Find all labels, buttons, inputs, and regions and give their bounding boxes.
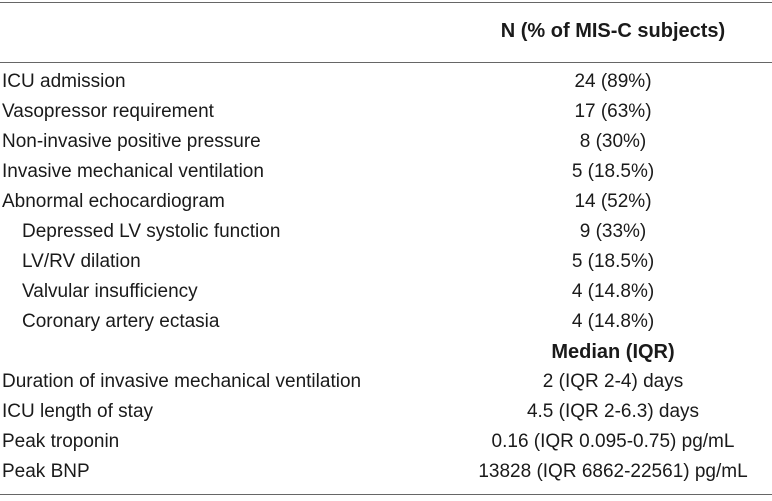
table-row (0, 127, 772, 157)
median-subheader: Median (IQR) (551, 341, 675, 363)
row-label: ICU length of stay (2, 401, 154, 422)
table-row (0, 367, 772, 397)
row-value: 9 (33%) (579, 221, 647, 242)
table-row (0, 457, 772, 487)
row-label: Invasive mechanical ventilation (2, 161, 264, 182)
row-value: 5 (18.5%) (571, 251, 655, 272)
header-rule (0, 62, 772, 63)
row-label: Valvular insufficiency (22, 281, 198, 302)
table-row-indented (0, 247, 772, 277)
table-row (0, 97, 772, 127)
table-row (0, 67, 772, 97)
column-header: N (% of MIS-C subjects) (500, 20, 726, 42)
row-value: 8 (30%) (579, 131, 647, 152)
row-label: Peak BNP (2, 461, 90, 482)
row-label: Coronary artery ectasia (22, 311, 220, 332)
row-value: 4.5 (IQR 2-6.3) days (526, 401, 700, 422)
bottom-rule (0, 494, 772, 495)
row-value: 0.16 (IQR 0.095-0.75) pg/mL (491, 431, 735, 452)
row-label: Vasopressor requirement (2, 101, 214, 122)
row-value: 17 (63%) (574, 101, 652, 122)
row-label: Peak troponin (2, 431, 120, 452)
row-label: ICU admission (2, 71, 126, 92)
table-row (0, 157, 772, 187)
table-body (0, 67, 772, 487)
top-rule (0, 2, 772, 3)
row-label: Abnormal echocardiogram (2, 191, 225, 212)
row-value: 4 (14.8%) (571, 281, 655, 302)
table-row-indented (0, 277, 772, 307)
table-row (0, 187, 772, 217)
row-value: 4 (14.8%) (571, 311, 655, 332)
row-value: 5 (18.5%) (571, 161, 655, 182)
table-row (0, 397, 772, 427)
row-label: Non-invasive positive pressure (2, 131, 261, 152)
median-subheader-row (0, 337, 772, 367)
table-row (0, 427, 772, 457)
row-label: Duration of invasive mechanical ventilation (2, 371, 362, 392)
row-value: 14 (52%) (574, 191, 652, 212)
row-value: 13828 (IQR 6862-22561) pg/mL (478, 461, 748, 482)
row-label: Depressed LV systolic function (22, 221, 281, 242)
table-row-indented (0, 217, 772, 247)
table-row-indented (0, 307, 772, 337)
row-value: 2 (IQR 2-4) days (542, 371, 684, 392)
row-value: 24 (89%) (574, 71, 652, 92)
row-label: LV/RV dilation (22, 251, 141, 272)
